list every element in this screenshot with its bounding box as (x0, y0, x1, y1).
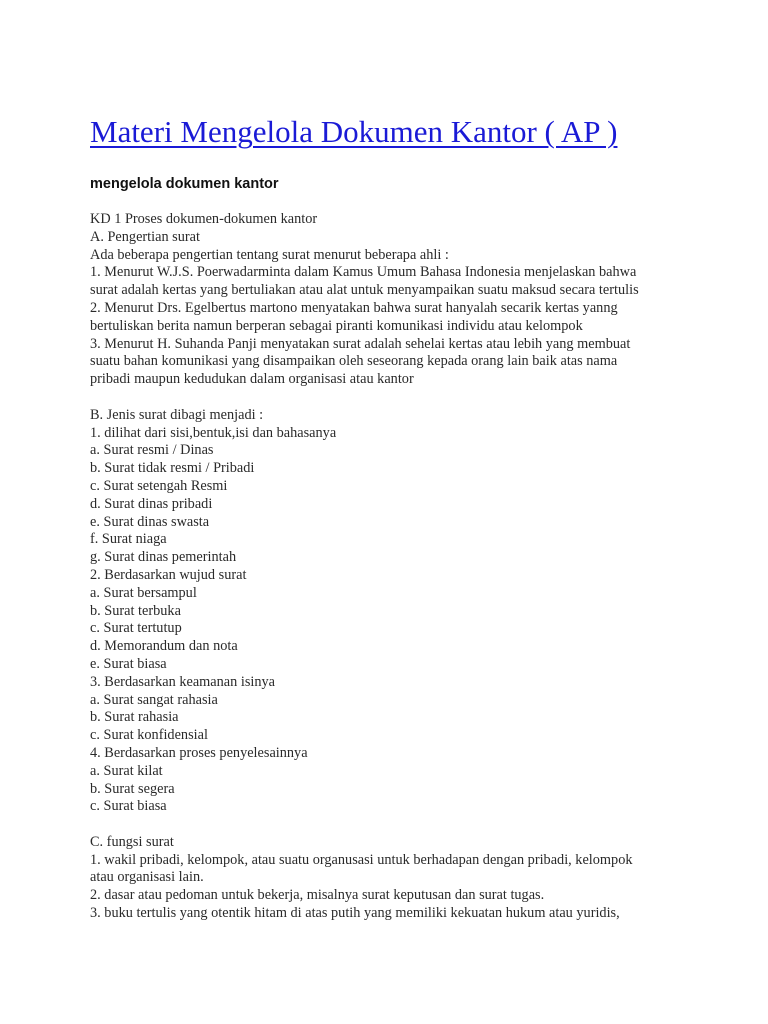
body-line: 2. Berdasarkan wujud surat (90, 566, 247, 583)
body-line: c. Surat biasa (90, 798, 167, 815)
body-line: 3. buku tertulis yang otentik hitam di atas putih yang memiliki kekuatan hukum atau yuridis, (90, 905, 620, 922)
body-line: 3. Menurut H. Suhanda Panji menyatakan surat adalah sehelai kertas atau lebih yang membuat (90, 335, 631, 352)
body-line: a. Surat kilat (90, 762, 163, 779)
body-line: pribadi maupun kedudukan dalam organisasi atau kantor (90, 371, 414, 388)
body-line: 4. Berdasarkan proses penyelesainnya (90, 744, 308, 761)
body-line: g. Surat dinas pemerintah (90, 549, 237, 566)
body-line: b. Surat tidak resmi / Pribadi (90, 460, 255, 477)
body-line: bertuliskan berita namun berperan sebagai piranti komunikasi individu atau kelompok (90, 317, 583, 334)
body-line: C. fungsi surat (90, 833, 174, 850)
body-line: Ada beberapa pengertian tentang surat menurut beberapa ahli : (90, 246, 449, 263)
body-line: b. Surat terbuka (90, 602, 181, 619)
document-title-link[interactable]: Materi Mengelola Dokumen Kantor ( AP ) (90, 114, 618, 149)
body-line: b. Surat segera (90, 780, 175, 797)
paragraph-gap (90, 389, 680, 407)
body-line: 1. dilihat dari sisi,bentuk,isi dan bahasanya (90, 424, 337, 441)
body-line: B. Jenis surat dibagi menjadi : (90, 406, 264, 423)
body-line: a. Surat sangat rahasia (90, 691, 218, 708)
body-line: suatu bahan komunikasi yang disampaikan oleh seseorang kepada orang lain baik atas nama (90, 353, 618, 370)
body-line: c. Surat setengah Resmi (90, 477, 228, 494)
body-line: surat adalah kertas yang bertuliakan atau alat untuk menyampaikan suatu maksud secara tertulis (90, 282, 639, 299)
paragraph-gap (90, 816, 680, 834)
document-page (90, 112, 680, 923)
body-line: e. Surat biasa (90, 655, 167, 672)
document-subtitle: mengelola dokumen kantor (90, 176, 279, 192)
body-line: KD 1 Proses dokumen-dokumen kantor (90, 211, 318, 227)
body-line: e. Surat dinas swasta (90, 513, 210, 530)
body-line: b. Surat rahasia (90, 709, 179, 726)
body-line: c. Surat tertutup (90, 620, 182, 637)
body-line: A. Pengertian surat (90, 228, 200, 245)
body-line: 1. Menurut W.J.S. Poerwadarminta dalam Kamus Umum Bahasa Indonesia menjelaskan bahwa (90, 264, 637, 281)
body-line: a. Surat bersampul (90, 584, 197, 601)
body-line: d. Surat dinas pribadi (90, 495, 213, 512)
body-line: d. Memorandum dan nota (90, 638, 238, 655)
body-line: atau organisasi lain. (90, 869, 204, 886)
body-line: a. Surat resmi / Dinas (90, 442, 214, 459)
document-body (90, 211, 680, 923)
body-line: 3. Berdasarkan keamanan isinya (90, 673, 275, 690)
body-line: f. Surat niaga (90, 531, 167, 548)
body-line: 2. dasar atau pedoman untuk bekerja, misalnya surat keputusan dan surat tugas. (90, 887, 545, 904)
body-line: 2. Menurut Drs. Egelbertus martono menyatakan bahwa surat hanyalah secarik kertas yanng (90, 299, 618, 316)
body-line: 1. wakil pribadi, kelompok, atau suatu organusasi untuk berhadapan dengan pribadi, kelompok (90, 851, 633, 868)
body-line: c. Surat konfidensial (90, 727, 208, 744)
